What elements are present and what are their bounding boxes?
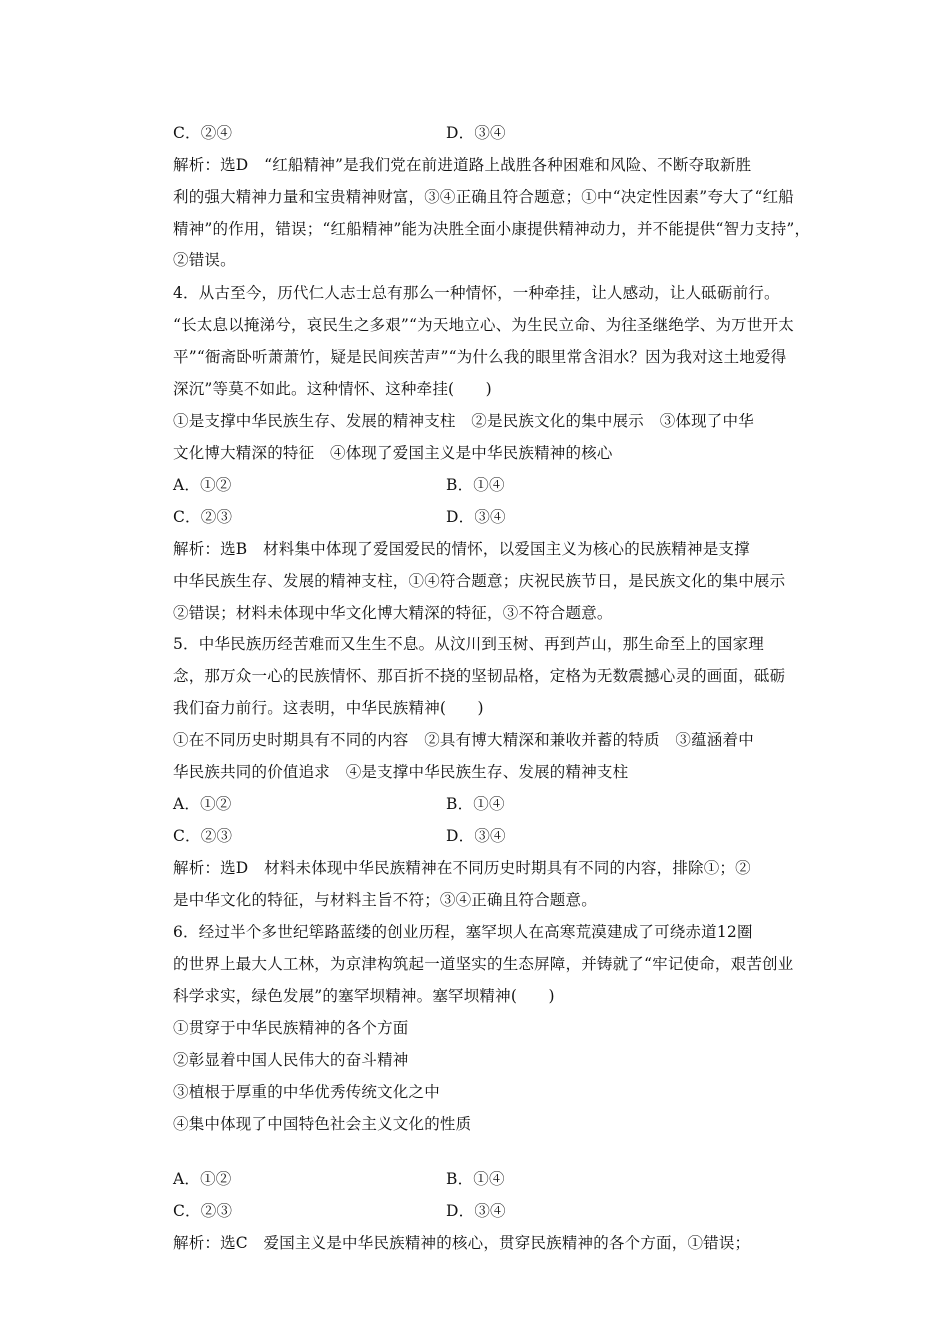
text-line: 解析：选B 材料集中体现了爱国爱民的情怀，以爱国主义为核心的民族精神是支撑: [173, 540, 750, 558]
text-line: ②错误；材料未体现中华文化博大精深的特征，③不符合题意。: [173, 604, 613, 622]
text-line: 是中华文化的特征，与材料主旨不符；③④正确且符合题意。: [173, 891, 597, 909]
text-line: 的世界上最大人工林，为京津构筑起一道坚实的生态屏障，并铸就了“牢记使命，艰苦创业: [173, 955, 794, 973]
text-line: ②彰显着中国人民伟大的奋斗精神: [173, 1051, 409, 1069]
text-line: 华民族共同的价值追求 ④是支撑中华民族生存、发展的精神支柱: [173, 763, 629, 781]
text-line: 中华民族生存、发展的精神支柱，①④符合题意；庆祝民族节日，是民族文化的集中展示: [173, 572, 786, 590]
text-line: “长太息以掩涕兮，哀民生之多艰”“为天地立心、为生民立命、为往圣继绝学、为万世开太: [173, 316, 794, 334]
answer-option: D．③④: [446, 508, 506, 526]
answer-option: B．①④: [446, 1170, 505, 1188]
text-line: ③植根于厚重的中华优秀传统文化之中: [173, 1083, 440, 1101]
answer-option: A．①②: [173, 1170, 232, 1188]
text-line: 解析：选C 爱国主义是中华民族精神的核心，贯穿民族精神的各个方面，①错误；: [173, 1234, 751, 1252]
text-line: 解析：选D 材料未体现中华民族精神在不同历史时期具有不同的内容，排除①；②: [173, 859, 751, 877]
answer-option: D．③④: [446, 1202, 506, 1220]
text-line: 利的强大精神力量和宝贵精神财富，③④正确且符合题意；①中“决定性因素”夸大了“红船: [173, 188, 794, 206]
answer-option: B．①④: [446, 476, 505, 494]
text-line: ②错误。: [173, 251, 236, 269]
answer-option: C．②③: [173, 1202, 233, 1220]
text-line: 平”“衙斋卧听萧萧竹，疑是民间疾苦声”“为什么我的眼里常含泪水？因为我对这土地爱得: [173, 348, 787, 366]
text-line: 科学求实，绿色发展”的塞罕坝精神。塞罕坝精神( ): [173, 987, 555, 1005]
text-line: 5．中华民族历经苦难而又生生不息。从汶川到玉树、再到芦山，那生命至上的国家理: [173, 635, 764, 653]
text-line: 4．从古至今，历代仁人志士总有那么一种情怀，一种牵挂，让人感动，让人砥砺前行。: [173, 284, 780, 302]
text-line: 我们奋力前行。这表明，中华民族精神( ): [173, 699, 484, 717]
answer-option: A．①②: [173, 476, 232, 494]
answer-option: C．②④: [173, 124, 233, 142]
text-line: 精神”的作用，错误；“红船精神”能为决胜全面小康提供精神动力，并不能提供“智力支持”，: [173, 220, 811, 238]
text-line: 文化博大精深的特征 ④体现了爱国主义是中华民族精神的核心: [173, 444, 613, 462]
text-line: ①在不同历史时期具有不同的内容 ②具有博大精深和兼收并蓄的特质 ③蕴涵着中: [173, 731, 754, 749]
answer-option: C．②③: [173, 508, 233, 526]
answer-option: D．③④: [446, 827, 506, 845]
answer-option: B．①④: [446, 795, 505, 813]
answer-option: D．③④: [446, 124, 506, 142]
text-line: ①是支撑中华民族生存、发展的精神支柱 ②是民族文化的集中展示 ③体现了中华: [173, 412, 754, 430]
text-line: ④集中体现了中国特色社会主义文化的性质: [173, 1115, 472, 1133]
text-line: 念，那万众一心的民族情怀、那百折不挠的坚韧品格，定格为无数震撼心灵的画面，砥砺: [173, 667, 786, 685]
text-line: 6．经过半个多世纪筚路蓝缕的创业历程，塞罕坝人在高寒荒漠建成了可绕赤道12圈: [173, 923, 753, 941]
text-line: 解析：选D “红船精神”是我们党在前进道路上战胜各种困难和风险、不断夺取新胜: [173, 156, 752, 174]
text-line: ①贯穿于中华民族精神的各个方面: [173, 1019, 409, 1037]
answer-option: C．②③: [173, 827, 233, 845]
answer-option: A．①②: [173, 795, 232, 813]
text-line: 深沉”等莫不如此。这种情怀、这种牵挂( ): [173, 380, 492, 398]
